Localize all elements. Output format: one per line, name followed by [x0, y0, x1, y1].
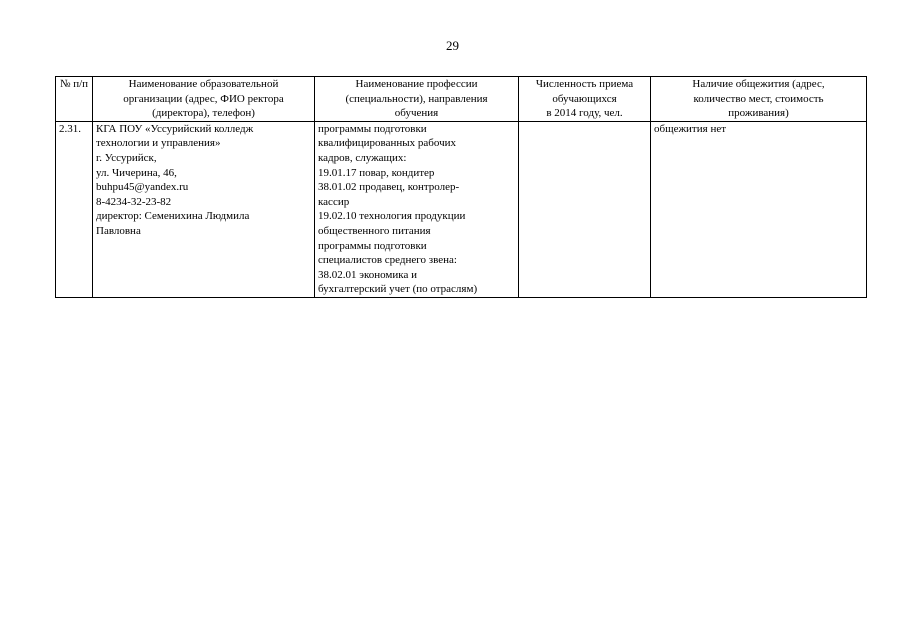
page-number: 29: [446, 38, 459, 53]
profession-line: кассир: [318, 195, 350, 208]
profession-line: бухгалтерский учет (по отраслям): [318, 283, 478, 296]
profession-line: 19.01.17 повар, кондитер: [318, 166, 435, 179]
organization-director: директор: Семенихина Людмила: [96, 210, 250, 223]
table-header-row: [56, 77, 867, 122]
profession-line: кадров, служащих:: [318, 151, 407, 164]
profession-line: 38.02.01 экономика и: [318, 268, 417, 281]
profession-line: программы подготовки: [318, 239, 427, 252]
row-number: 2.31.: [56, 121, 93, 297]
profession-line: квалифицированных рабочих: [318, 137, 456, 150]
header-profession: Наименование профессии (специальности), направления обучения: [315, 77, 519, 122]
header-enrollment-count: Численность приема обучающихся в 2014 году, чел.: [519, 77, 651, 122]
dormitory-cell: общежития нет: [651, 121, 867, 297]
profession-line: 19.02.10 технология продукции: [318, 210, 466, 223]
profession-line: программы подготовки: [318, 122, 427, 135]
organization-name-line: технологии и управления»: [96, 137, 221, 150]
admissions-table: [55, 76, 867, 298]
profession-cell: [315, 121, 519, 297]
organization-email: buhpu45@yandex.ru: [96, 181, 189, 194]
profession-line: общественного питания: [318, 224, 431, 237]
organization-phone: 8-4234-32-23-82: [96, 195, 172, 208]
organization-director: Павловна: [96, 224, 141, 237]
organization-city: г. Уссурийск,: [96, 151, 157, 164]
organization-street: ул. Чичерина, 46,: [96, 166, 177, 179]
header-dormitory: Наличие общежития (адрес, количество мест, стоимость проживания): [651, 77, 867, 122]
header-organization: Наименование образовательной организации (адрес, ФИО ректора (директора), телефон): [93, 77, 315, 122]
organization-name-line: КГА ПОУ «Уссурийский колледж: [96, 122, 254, 135]
profession-line: специалистов среднего звена:: [318, 254, 457, 267]
profession-line: 38.01.02 продавец, контролер-: [318, 181, 460, 194]
enrollment-count-cell: [519, 121, 651, 297]
table-row: [56, 121, 867, 297]
header-number: № п/п: [56, 77, 93, 122]
organization-cell: [93, 121, 315, 297]
